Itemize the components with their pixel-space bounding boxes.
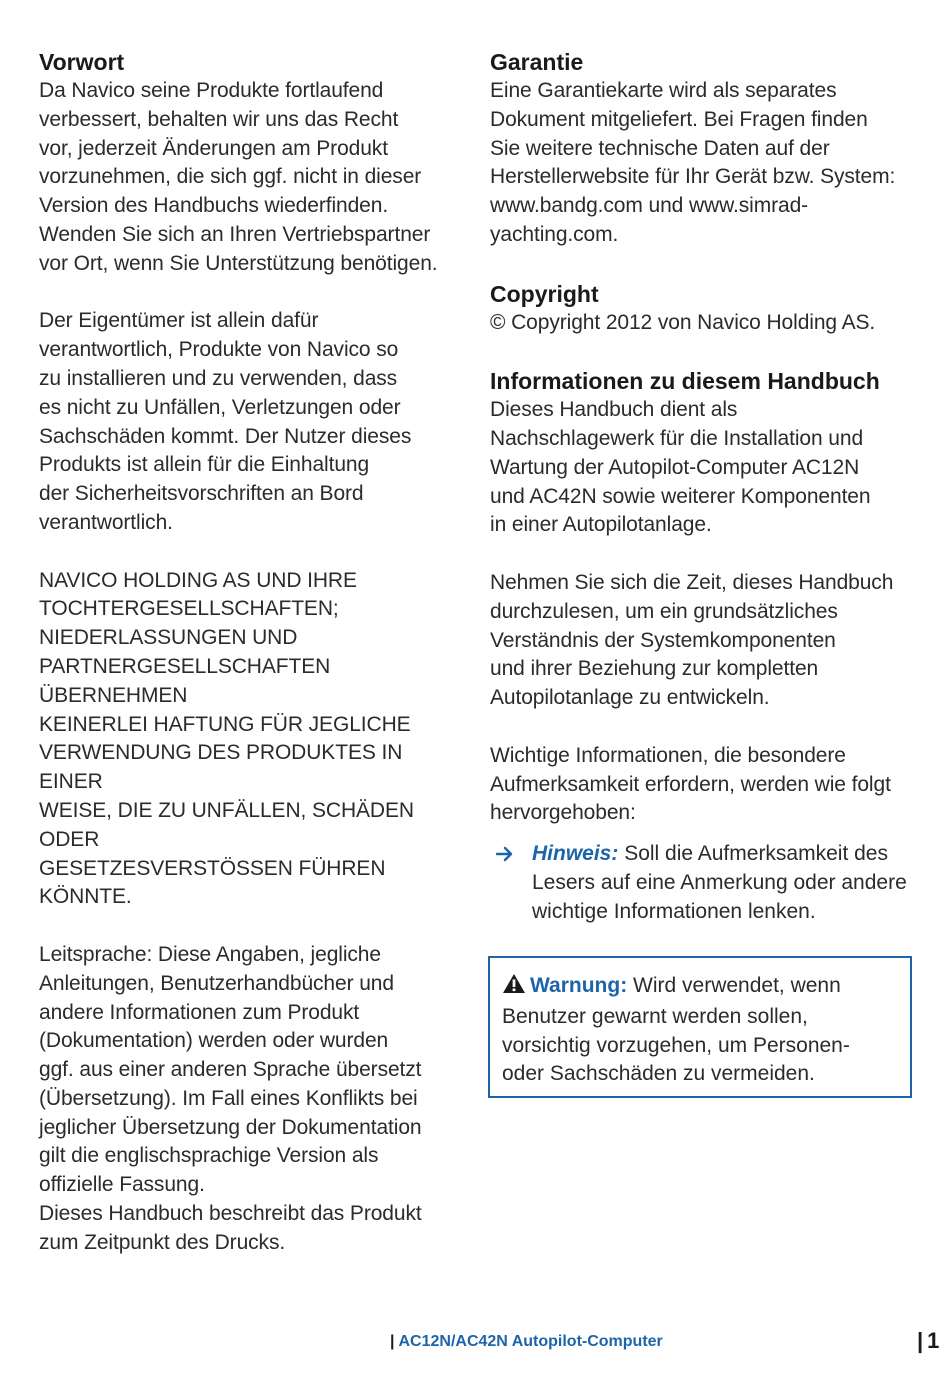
vorwort-paragraph-1: Da Navico seine Produkte fortlaufend verbessert, behalten wir uns das Recht vor, jederzeit Änderungen am Produkt vorzunehmen, die sich ggf. nicht in dieser Version des Handbuchs wiederfinden. Wenden Sie sich an Ihren Vertriebspartner vor Ort, wenn Sie Unterstützung benötigen. [39,79,438,275]
hinweis-text: Soll die Aufmerksamkeit des Lesers auf eine Anmerkung oder andere wichtige Informationen lenken. [532,842,907,923]
garantie-text: Eine Garantiekarte wird als separates Dokument mitgeliefert. Bei Fragen finden Sie weitere technische Daten auf der Herstellerwebsite für Ihr Gerät bzw. System: www.bandg.com und www.simrad- yachting.com. [490,79,896,246]
copyright-text: © Copyright 2012 von Navico Holding AS. [490,310,876,334]
garantie-heading: Garantie [490,49,584,75]
handbuch-paragraph-3: Wichtige Informationen, die besondere Aufmerksamkeit erfordern, werden wie folgt hervorgehoben: [490,743,891,825]
copyright-heading: Copyright [490,280,599,307]
vorwort-heading: Vorwort [39,49,125,75]
vorwort-paragraph-4: Leitsprache: Diese Angaben, jegliche Anleitungen, Benutzerhandbücher und andere Informationen zum Produkt (Dokumentation) werden oder wurden ggf. aus einer anderen Sprache übersetzt (Übersetzung). Im Fall eines Konflikts bei jeglicher Übersetzung der Dokumentation gilt die englischsprachige Version als offizielle Fassung. Dieses Handbuch beschreibt das Produkt zum Zeitpunkt des Drucks. [39,942,422,1254]
warnung-label: Warnung: [530,974,628,997]
handbuch-paragraph-2: Nehmen Sie sich die Zeit, dieses Handbuch durchzulesen, um ein grundsätzliches Verständnis der Systemkomponenten und ihrer Beziehung zur kompletten Autopilotanlage zu entwickeln. [490,570,894,710]
warning-triangle-icon [502,973,526,1003]
page-number [917,1328,939,1354]
footer-title-text: AC12N/AC42N Autopilot-Computer [398,1333,663,1350]
right-column [490,47,920,927]
hinweis-text-block [532,840,920,926]
handbuch-paragraph-1: Dieses Handbuch dient als Nachschlagewerk für die Installation und Wartung der Autopilot-Computer AC12N und AC42N sowie weiterer Komponenten in einer Autopilotanlage. [490,398,871,537]
footer-title [390,1333,663,1351]
handbuch-heading: Informationen zu diesem Handbuch [490,368,880,395]
warnung-text: Benutzer gewarnt werden sollen, vorsichtig vorzugehen, um Personen- oder Sachschäden zu vermeiden. [502,1004,850,1086]
hinweis-note [490,840,920,926]
left-column [39,47,469,1258]
vorwort-paragraph-2: Der Eigentümer ist allein dafür verantwortlich, Produkte von Navico so zu installieren und zu verwenden, dass es nicht zu Unfällen, Verletzungen oder Sachschäden kommt. Der Nutzer dieses Produkts ist allein für die Einhaltung der Sicherheitsvorschriften an Bord verantwortlich. [39,309,412,534]
hinweis-label: Hinweis: [532,842,619,866]
arrow-right-icon [490,840,532,926]
page-number-separator: | [917,1328,924,1353]
footer-separator: | [390,1333,395,1350]
page-number-text: 1 [927,1328,940,1353]
warnung-head [502,972,900,1003]
warnung-box [488,956,912,1098]
vorwort-paragraph-3: NAVICO HOLDING AS UND IHRE TOCHTERGESELLSCHAFTEN; NIEDERLASSUNGEN UND PARTNERGESELLSCHAFTEN ÜBERNEHMEN KEINERLEI HAFTUNG FÜR JEGLICHE VERWENDUNG DES PRODUKTES IN EINER WEISE, DIE ZU UNFÄLLEN, SCHÄDEN ODER GESETZESVERSTÖSSEN FÜHREN KÖNNTE. [39,568,414,909]
warnung-first-line: Wird verwendet, wenn [627,974,841,997]
